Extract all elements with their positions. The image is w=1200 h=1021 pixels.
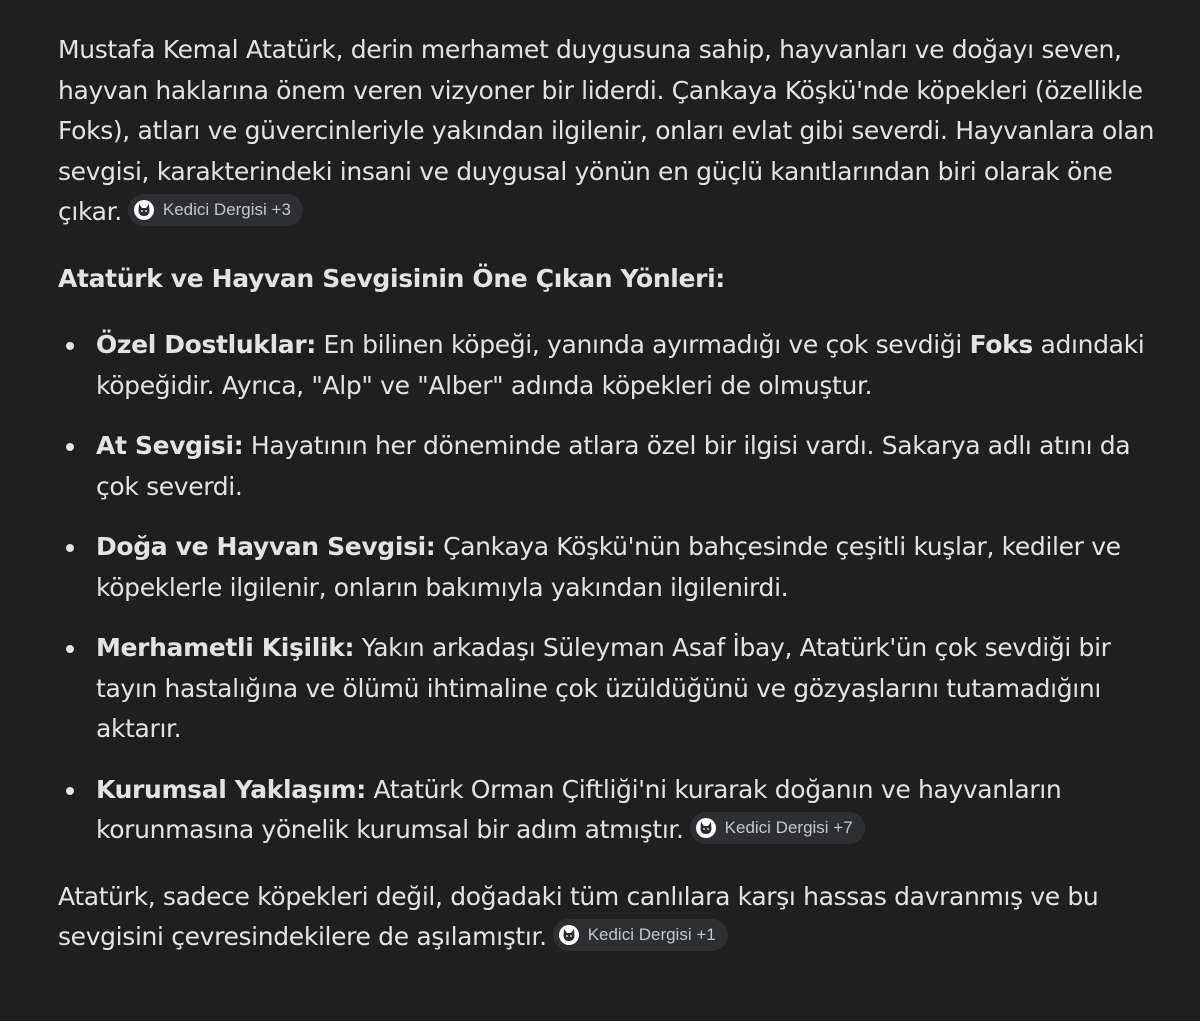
list-item-text: Yakın arkadaşı Süleyman Asaf İbay, Atatürk'ün çok sevdiği bir tayın hastalığına ve ölümü ihtimaline çok üzüldüğünü ve gözyaşlarını tutamadığını aktarır. [96, 633, 1111, 743]
cat-icon [134, 200, 154, 220]
list-item [58, 325, 1168, 406]
list-item-title: Özel Dostluklar: [96, 330, 316, 359]
outro-paragraph [58, 877, 1168, 958]
list-item-title: Merhametli Kişilik: [96, 633, 355, 662]
cat-icon [696, 818, 716, 838]
source-chip-item[interactable] [690, 812, 865, 844]
cat-icon [559, 925, 579, 945]
list-item-title: At Sevgisi: [96, 431, 244, 460]
source-chip-label: Kedici Dergisi +1 [587, 925, 716, 944]
list-item-title: Kurumsal Yaklaşım: [96, 774, 366, 804]
list-item-text: Çankaya Köşkü'nün bahçesinde çeşitli kuşlar, kediler ve köpeklerle ilgilenir, onların bakımıyla yakından ilgilenirdi. [96, 532, 1121, 602]
list-item-text: Atatürk Orman Çiftliği'ni kurarak doğanın ve hayvanların korunmasına yönelik kurumsal bir adım atmıştır. [96, 774, 1062, 844]
list-item-title: Doğa ve Hayvan Sevgisi: [96, 532, 436, 561]
source-chip-label: Kedici Dergisi +7 [724, 818, 853, 837]
intro-text: Mustafa Kemal Atatürk, derin merhamet duygusuna sahip, hayvanları ve doğayı seven, hayvan haklarına önem veren vizyoner bir liderdi. Çankaya Köşkü'nde köpekleri (özellikle Foks), atları ve güvercinleriyle yakından ilgilenir, onları evlat gibi severdi. Hayvanlara olan sevgisi, karakterindeki insani ve duygusal yönün en güçlü kanıtlarından biri olarak öne çıkar. [58, 35, 1155, 226]
source-chip-label: Kedici Dergisi +3 [162, 200, 291, 219]
list-item-text: adındaki köpeğidir. Ayrıca, "Alp" ve "Alber" adında köpekleri de olmuştur. [96, 330, 1145, 400]
intro-paragraph [58, 30, 1168, 233]
outro-text: Atatürk, sadece köpekleri değil, doğadaki tüm canlılara karşı hassas davranmış ve bu sevgisini çevresindekilere de aşılamıştır. [58, 881, 1099, 951]
section-heading: Atatürk ve Hayvan Sevgisinin Öne Çıkan Yönleri: [58, 263, 725, 293]
list-item-text: En bilinen köpeği, yanında ayırmadığı ve çok sevdiği [315, 330, 970, 359]
response-content [58, 30, 1168, 958]
list-item-bold: Foks [969, 330, 1033, 359]
list-item [58, 527, 1168, 608]
source-chip-intro[interactable] [128, 194, 303, 226]
source-chip-outro[interactable] [553, 919, 728, 951]
list-item [58, 426, 1168, 507]
highlights-list [58, 325, 1168, 851]
list-item [58, 770, 1168, 851]
list-item [58, 628, 1168, 750]
list-item-text: Hayatının her döneminde atlara özel bir ilgisi vardı. Sakarya adlı atını da çok severdi. [96, 431, 1131, 501]
